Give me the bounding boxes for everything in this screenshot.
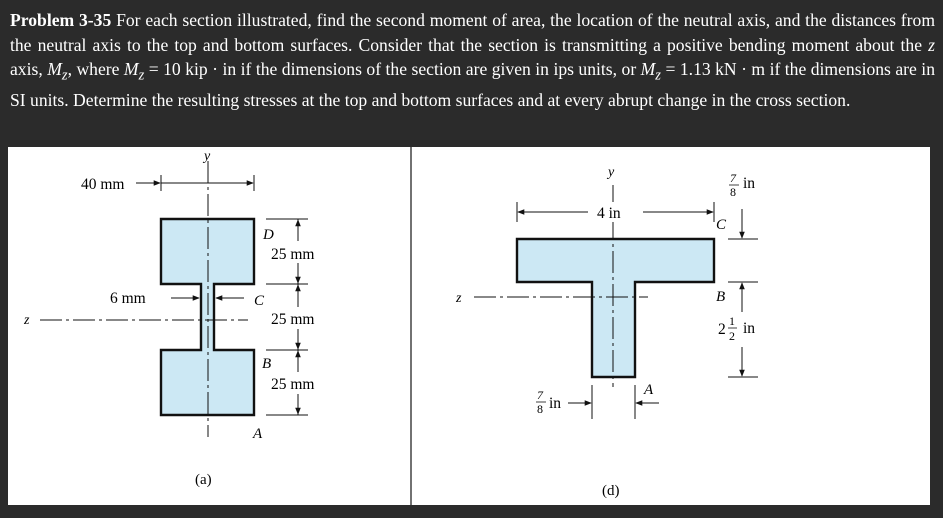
point-B-a: B [262, 356, 272, 372]
moment-subscript: z [61, 67, 68, 84]
dim-depth-den: 2 [729, 329, 735, 343]
problem-text: = 1.13 kN · m if the dimensions are in SI units. Determine the resulting stresses at the top and bottom surfaces and at every abrupt change in the cross section. [10, 59, 935, 111]
problem-text: For each section illustrated, find the second moment of area, the location of the neutral axis, and the distances from the neutral axis to the top and bottom surfaces. Consider that the section is transmitting a positive bending moment about the [10, 10, 936, 55]
point-D-a: D [263, 227, 274, 243]
caption-d: (d) [602, 483, 620, 499]
dim-depth-unit: in [743, 320, 756, 337]
z-symbol: z [928, 34, 935, 55]
problem-statement [10, 8, 935, 113]
moment-symbol: M [640, 59, 656, 80]
dim-mid-25mm: 25 mm [271, 311, 315, 328]
moment-symbol: M [47, 59, 62, 80]
dim-6mm-label: 6 mm [110, 290, 146, 307]
dim-bot-25mm: 25 mm [271, 376, 315, 393]
moment-subscript: z [655, 67, 662, 84]
point-C-d: C [716, 217, 727, 233]
figure-d [455, 165, 758, 499]
point-A-a: A [253, 426, 263, 442]
dim-web-den: 8 [537, 402, 543, 416]
problem-text: axis, [10, 59, 48, 80]
moment-symbol: M [123, 59, 139, 80]
y-label-a: y [204, 149, 211, 164]
z-label-a: z [24, 313, 30, 328]
dim-4in-label: 4 in [597, 205, 621, 222]
dim-web-num: 7 [537, 388, 543, 402]
y-label-d: y [608, 165, 615, 180]
point-A-d: A [644, 382, 654, 398]
dim-flange-den: 8 [730, 185, 736, 199]
dim-depth-whole: 2 [718, 321, 726, 338]
figure-a [23, 149, 328, 488]
figure-drawing [8, 147, 930, 505]
point-C-a: C [254, 293, 265, 309]
dim-web-unit: in [549, 395, 562, 412]
caption-a: (a) [195, 472, 212, 488]
problem-text: = 10 kip · in if the dimensions of the section are given in ips units, or [144, 59, 641, 80]
section-d-shape [517, 239, 714, 377]
problem-number: Problem 3-35 [10, 10, 112, 30]
dim-40mm-label: 40 mm [81, 176, 125, 193]
dim-top-25mm: 25 mm [271, 246, 315, 263]
dim-depth-num: 1 [729, 314, 735, 328]
dim-flange-unit: in [743, 175, 756, 192]
point-B-d: B [716, 289, 726, 305]
z-label-d: z [456, 291, 462, 306]
figure-panel [8, 147, 930, 505]
moment-subscript: z [138, 67, 145, 84]
problem-text: , where [67, 59, 124, 80]
dim-flange-num: 7 [730, 171, 736, 185]
